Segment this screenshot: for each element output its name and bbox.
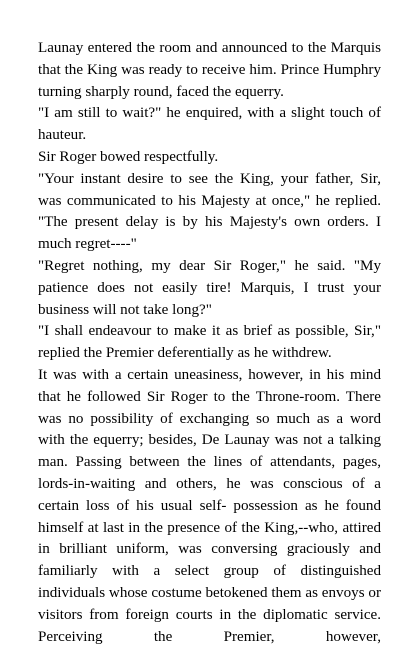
paragraph-4: "Your instant desire to see the King, your father, Sir, was communicated to his Majesty at once," he replied. "The present delay is by his Majesty's own orders. I much regret----"	[38, 170, 381, 253]
page-body	[38, 38, 381, 648]
paragraph-7: It was with a certain uneasiness, however, in his mind that he followed Sir Roger to the Throne-room. There was no possibility of exchanging so much as a word with the equerry; besides, De Launay was not a talking man. Passing between the lines of attendants, pages, lords-in-waiting and others, he was conscious of a certain loss of his usual self- possession as he found himself at last in the presence of the King,--who, attired in brilliant uniform, was conversing graciously and familiarly with a select group of distinguished individuals whose costume betokened them as envoys or visitors from foreign courts in the diplomatic service. Perceiving the Premier, however,	[38, 366, 381, 645]
paragraph-6: "I shall endeavour to make it as brief as possible, Sir," replied the Premier deferentially as he withdrew.	[38, 323, 381, 362]
paragraph-5: "Regret nothing, my dear Sir Roger," he said. "My patience does not easily tire! Marquis, I trust your business will not take long?"	[38, 257, 381, 318]
paragraph-3: Sir Roger bowed respectfully.	[38, 148, 219, 165]
paragraph-1: Launay entered the room and announced to the Marquis that the King was ready to receive him. Prince Humphry turning sharply round, faced the equerry.	[38, 40, 381, 100]
paragraph-2: "I am still to wait?" he enquired, with a slight touch of hauteur.	[38, 105, 381, 144]
